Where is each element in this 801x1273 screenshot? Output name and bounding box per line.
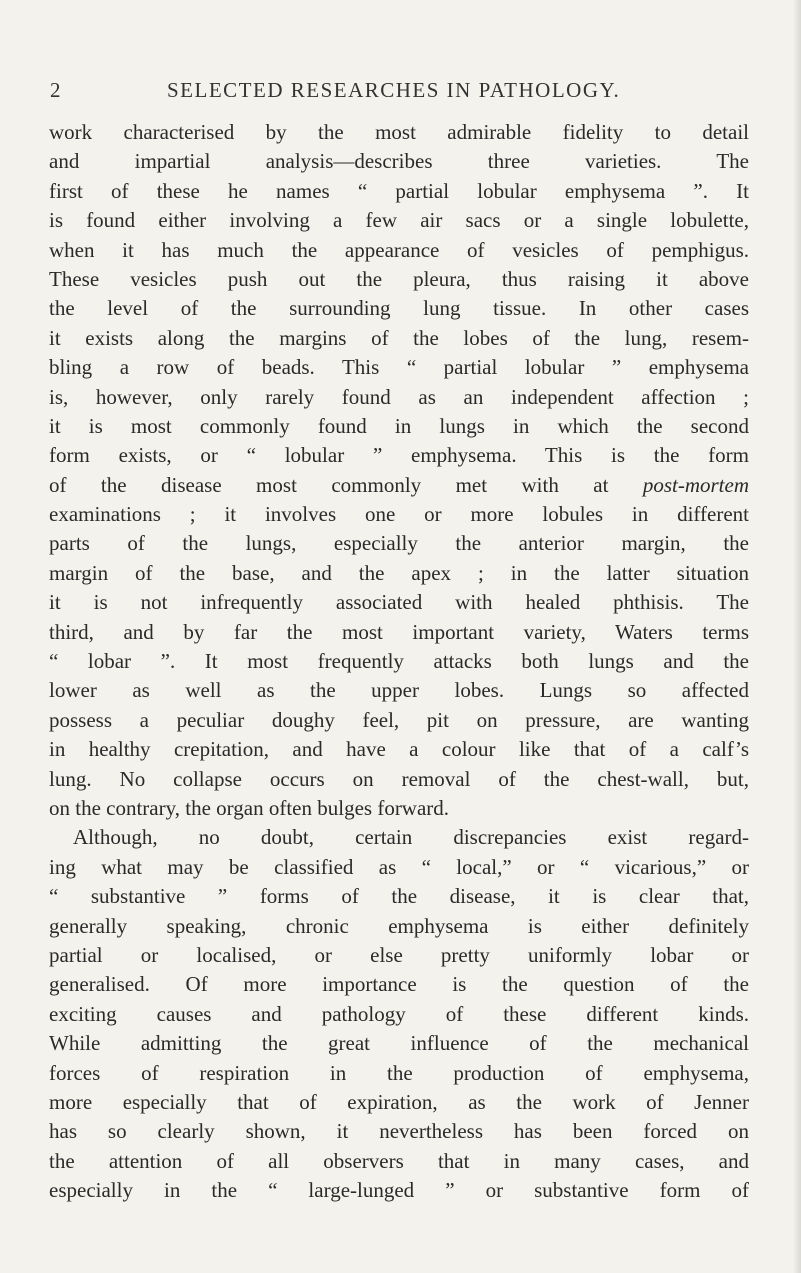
text-line: generally speaking, chronic emphysema is either definitely [49,913,749,938]
text-line: is found either involving a few air sacs or a single lobulette, [49,208,749,233]
text-line: lung. No collapse occurs on removal of the chest-wall, but, [49,766,749,791]
text-line: first of these he names “ partial lobular emphysema ”. It [49,178,749,203]
page-number: 2 [50,78,62,102]
text-line: generalised. Of more importance is the question of the [49,972,749,997]
italic-term: post-mortem [642,472,749,497]
text-line: in healthy crepitation, and have a colour like that of a calf’s [49,737,749,762]
text-line: “ substantive ” forms of the disease, it is clear that, [49,884,749,909]
text-line: especially in the “ large-lunged ” or substantive form of [49,1178,749,1203]
text-line: “ lobar ”. It most frequently attacks both lungs and the [49,649,749,674]
body-text [49,118,749,1205]
running-head [50,78,690,108]
text-line: and impartial analysis—describes three varieties. The [49,149,749,174]
text-line: form exists, or “ lobular ” emphysema. This is the form [49,443,749,468]
text-line-with-italic [49,471,749,500]
text-line: ing what may be classified as “ local,” or “ vicarious,” or [49,854,749,879]
page-edge-shadow [793,0,801,1273]
text-line: work characterised by the most admirable fidelity to detail [49,120,749,144]
text-line: bling a row of beads. This “ partial lobular ” emphysema [49,355,749,380]
running-title: SELECTED RESEARCHES IN PATHOLOGY. [167,78,621,102]
text-line: more especially that of expiration, as the work of Jenner [49,1089,749,1114]
text-line: forces of respiration in the production of emphysema, [49,1060,749,1085]
text-line: third, and by far the most important variety, Waters terms [49,619,749,644]
paragraph-first-line: Although, no doubt, certain discrepancies exist regard- [73,825,749,850]
text-line: exciting causes and pathology of these different kinds. [49,1001,749,1026]
text-line: These vesicles push out the pleura, thus raising it above [49,266,749,291]
text-line: parts of the lungs, especially the anterior margin, the [49,531,749,556]
text-line: it is not infrequently associated with healed phthisis. The [49,590,749,615]
text-line: the level of the surrounding lung tissue. In other cases [49,296,749,321]
text-line: is, however, only rarely found as an independent affection ; [49,384,749,409]
text-line: margin of the base, and the apex ; in the latter situation [49,560,749,585]
text-line: it exists along the margins of the lobes of the lung, resem- [49,325,749,350]
text-segment: of the disease most commonly met with at [49,472,609,497]
text-line: the attention of all observers that in many cases, and [49,1148,749,1173]
text-line: possess a peculiar doughy feel, pit on pressure, are wanting [49,707,749,732]
text-line: While admitting the great influence of the mechanical [49,1031,749,1056]
text-line: examinations ; it involves one or more lobules in different [49,502,749,527]
text-line: on the contrary, the organ often bulges forward. [49,795,450,820]
text-line: has so clearly shown, it nevertheless has been forced on [49,1119,749,1144]
text-line: partial or localised, or else pretty uniformly lobar or [49,942,749,967]
text-line: when it has much the appearance of vesicles of pemphigus. [49,237,749,262]
text-line: it is most commonly found in lungs in which the second [49,413,749,438]
text-line: lower as well as the upper lobes. Lungs so affected [49,678,749,703]
